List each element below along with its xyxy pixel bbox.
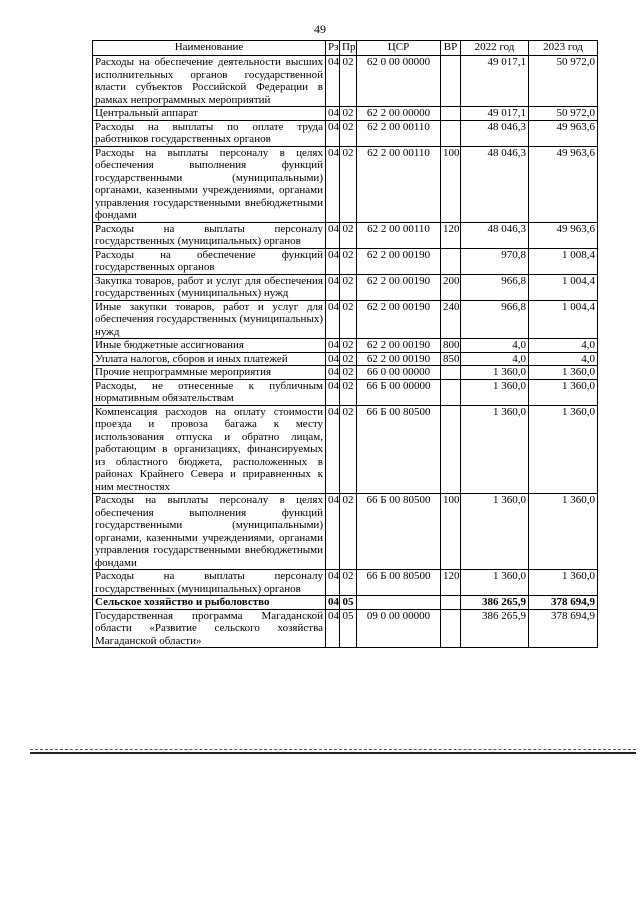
cell-vr xyxy=(441,596,461,610)
cell-pr: 02 xyxy=(340,379,357,405)
cell-pr: 02 xyxy=(340,570,357,596)
cell-csr: 62 2 00 00190 xyxy=(357,248,441,274)
cell-csr: 66 Б 00 80500 xyxy=(357,570,441,596)
cell-vr xyxy=(441,609,461,648)
cell-2023: 1 008,4 xyxy=(529,248,598,274)
cell-rz: 04 xyxy=(326,146,340,222)
cell-rz: 04 xyxy=(326,405,340,494)
cell-2023: 1 360,0 xyxy=(529,405,598,494)
cell-name: Иные бюджетные ассигнования xyxy=(93,339,326,353)
cell-2023: 1 004,4 xyxy=(529,300,598,339)
cell-csr: 62 2 00 00190 xyxy=(357,352,441,366)
cell-vr xyxy=(441,248,461,274)
cell-pr: 02 xyxy=(340,366,357,380)
cell-csr: 62 2 00 00190 xyxy=(357,300,441,339)
cell-csr: 62 2 00 00190 xyxy=(357,339,441,353)
cell-name: Сельское хозяйство и рыболовство xyxy=(93,596,326,610)
cell-vr xyxy=(441,56,461,107)
cell-csr: 66 Б 00 80500 xyxy=(357,494,441,570)
cell-vr: 100 xyxy=(441,146,461,222)
cell-name: Иные закупки товаров, работ и услуг для обеспечения государственных (муниципальных) нужд xyxy=(93,300,326,339)
cell-name: Государственная программа Магаданской области «Развитие сельского хозяйства Магаданской области» xyxy=(93,609,326,648)
cell-2023: 378 694,9 xyxy=(529,596,598,610)
cell-pr: 02 xyxy=(340,339,357,353)
cell-name: Расходы на обеспечение функций государственных органов xyxy=(93,248,326,274)
header-2023: 2023 год xyxy=(529,41,598,56)
header-vr: ВР xyxy=(441,41,461,56)
cell-pr: 02 xyxy=(340,405,357,494)
table-body xyxy=(93,56,598,648)
table-row xyxy=(93,405,598,494)
header-pr: Пр xyxy=(340,41,357,56)
cell-csr: 62 2 00 00190 xyxy=(357,274,441,300)
cell-2023: 1 360,0 xyxy=(529,570,598,596)
cell-name: Уплата налогов, сборов и иных платежей xyxy=(93,352,326,366)
table-row xyxy=(93,379,598,405)
table-row xyxy=(93,366,598,380)
header-csr: ЦСР xyxy=(357,41,441,56)
cell-vr xyxy=(441,366,461,380)
cell-name: Центральный аппарат xyxy=(93,107,326,121)
cell-rz: 04 xyxy=(326,248,340,274)
table-row xyxy=(93,248,598,274)
table-row xyxy=(93,494,598,570)
cell-2022: 1 360,0 xyxy=(461,379,529,405)
cell-csr xyxy=(357,596,441,610)
cell-csr: 62 0 00 00000 xyxy=(357,56,441,107)
cell-2022: 1 360,0 xyxy=(461,494,529,570)
header-rz: Рз xyxy=(326,41,340,56)
cell-rz: 04 xyxy=(326,339,340,353)
page-divider xyxy=(30,749,636,750)
cell-2022: 1 360,0 xyxy=(461,366,529,380)
cell-csr: 62 2 00 00110 xyxy=(357,146,441,222)
cell-rz: 04 xyxy=(326,222,340,248)
cell-2022: 386 265,9 xyxy=(461,609,529,648)
cell-name: Прочие непрограммные мероприятия xyxy=(93,366,326,380)
cell-csr: 66 Б 00 00000 xyxy=(357,379,441,405)
cell-name: Расходы на выплаты по оплате труда работников государственных органов xyxy=(93,120,326,146)
cell-name: Расходы на выплаты персоналу государственных (муниципальных) органов xyxy=(93,222,326,248)
table-header-row xyxy=(93,41,598,56)
cell-pr: 02 xyxy=(340,352,357,366)
cell-2022: 966,8 xyxy=(461,274,529,300)
cell-2023: 378 694,9 xyxy=(529,609,598,648)
cell-rz: 04 xyxy=(326,300,340,339)
cell-2022: 970,8 xyxy=(461,248,529,274)
cell-rz: 04 xyxy=(326,596,340,610)
cell-csr: 62 2 00 00110 xyxy=(357,222,441,248)
cell-rz: 04 xyxy=(326,494,340,570)
cell-2022: 48 046,3 xyxy=(461,222,529,248)
cell-pr: 02 xyxy=(340,274,357,300)
table-row xyxy=(93,107,598,121)
page-number: 49 xyxy=(314,22,326,36)
table-row xyxy=(93,339,598,353)
cell-2023: 50 972,0 xyxy=(529,56,598,107)
table-row xyxy=(93,352,598,366)
cell-rz: 04 xyxy=(326,274,340,300)
cell-csr: 66 0 00 00000 xyxy=(357,366,441,380)
cell-rz: 04 xyxy=(326,352,340,366)
cell-csr: 62 2 00 00110 xyxy=(357,120,441,146)
table-row xyxy=(93,146,598,222)
cell-rz: 04 xyxy=(326,56,340,107)
cell-rz: 04 xyxy=(326,107,340,121)
cell-2023: 49 963,6 xyxy=(529,146,598,222)
cell-pr: 02 xyxy=(340,120,357,146)
cell-pr: 02 xyxy=(340,56,357,107)
page-divider-bold xyxy=(30,752,636,754)
cell-name: Расходы на выплаты персоналу государственных (муниципальных) органов xyxy=(93,570,326,596)
cell-vr xyxy=(441,379,461,405)
cell-vr xyxy=(441,405,461,494)
budget-table xyxy=(92,40,598,648)
table-row xyxy=(93,222,598,248)
cell-rz: 04 xyxy=(326,570,340,596)
cell-2023: 1 004,4 xyxy=(529,274,598,300)
cell-name: Расходы на выплаты персоналу в целях обеспечения выполнения функций государственными (муниципальными) органами, казенными учреждениями, органами управления государственными внебюджетными фондами xyxy=(93,494,326,570)
cell-2022: 48 046,3 xyxy=(461,120,529,146)
table-row xyxy=(93,56,598,107)
cell-vr xyxy=(441,107,461,121)
cell-pr: 02 xyxy=(340,494,357,570)
table-row xyxy=(93,274,598,300)
cell-vr: 850 xyxy=(441,352,461,366)
cell-2022: 4,0 xyxy=(461,339,529,353)
cell-name: Расходы на выплаты персоналу в целях обеспечения выполнения функций государственными (муниципальными) органами, казенными учреждениями, органами управления государственными внебюджетными фондами xyxy=(93,146,326,222)
cell-2023: 50 972,0 xyxy=(529,107,598,121)
cell-pr: 02 xyxy=(340,248,357,274)
header-2022: 2022 год xyxy=(461,41,529,56)
cell-rz: 04 xyxy=(326,379,340,405)
cell-2022: 48 046,3 xyxy=(461,146,529,222)
cell-vr xyxy=(441,120,461,146)
cell-csr: 62 2 00 00000 xyxy=(357,107,441,121)
cell-pr: 02 xyxy=(340,146,357,222)
cell-name: Расходы на обеспечение деятельности высших исполнительных органов государственной власти субъектов Российской Федерации в рамках непрограммных мероприятий xyxy=(93,56,326,107)
cell-csr: 09 0 00 00000 xyxy=(357,609,441,648)
cell-2022: 966,8 xyxy=(461,300,529,339)
cell-2023: 1 360,0 xyxy=(529,379,598,405)
table-row xyxy=(93,609,598,648)
cell-rz: 04 xyxy=(326,609,340,648)
cell-2022: 1 360,0 xyxy=(461,570,529,596)
cell-pr: 05 xyxy=(340,609,357,648)
cell-csr: 66 Б 00 80500 xyxy=(357,405,441,494)
cell-pr: 02 xyxy=(340,300,357,339)
cell-2023: 4,0 xyxy=(529,352,598,366)
cell-2023: 49 963,6 xyxy=(529,222,598,248)
cell-rz: 04 xyxy=(326,366,340,380)
cell-name: Закупка товаров, работ и услуг для обеспечения государственных (муниципальных) нужд xyxy=(93,274,326,300)
cell-2022: 49 017,1 xyxy=(461,107,529,121)
cell-rz: 04 xyxy=(326,120,340,146)
cell-2022: 49 017,1 xyxy=(461,56,529,107)
cell-vr: 120 xyxy=(441,222,461,248)
table-row xyxy=(93,300,598,339)
cell-name: Компенсация расходов на оплату стоимости проезда и провоза багажа к месту использования отпуска и обратно лицам, работающим в организациях, финансируемых из областного бюджета, расположенных в районах Крайнего Севера и приравненных к ним местностях xyxy=(93,405,326,494)
cell-pr: 02 xyxy=(340,107,357,121)
cell-2023: 4,0 xyxy=(529,339,598,353)
cell-2023: 1 360,0 xyxy=(529,494,598,570)
table-row xyxy=(93,120,598,146)
header-name: Наименование xyxy=(93,41,326,56)
cell-vr: 240 xyxy=(441,300,461,339)
cell-name: Расходы, не отнесенные к публичным нормативным обязательствам xyxy=(93,379,326,405)
cell-2023: 1 360,0 xyxy=(529,366,598,380)
cell-pr: 02 xyxy=(340,222,357,248)
cell-2022: 386 265,9 xyxy=(461,596,529,610)
cell-vr: 120 xyxy=(441,570,461,596)
cell-2022: 4,0 xyxy=(461,352,529,366)
cell-pr: 05 xyxy=(340,596,357,610)
cell-vr: 100 xyxy=(441,494,461,570)
cell-2022: 1 360,0 xyxy=(461,405,529,494)
cell-2023: 49 963,6 xyxy=(529,120,598,146)
table-row xyxy=(93,596,598,610)
table-row xyxy=(93,570,598,596)
cell-vr: 800 xyxy=(441,339,461,353)
cell-vr: 200 xyxy=(441,274,461,300)
